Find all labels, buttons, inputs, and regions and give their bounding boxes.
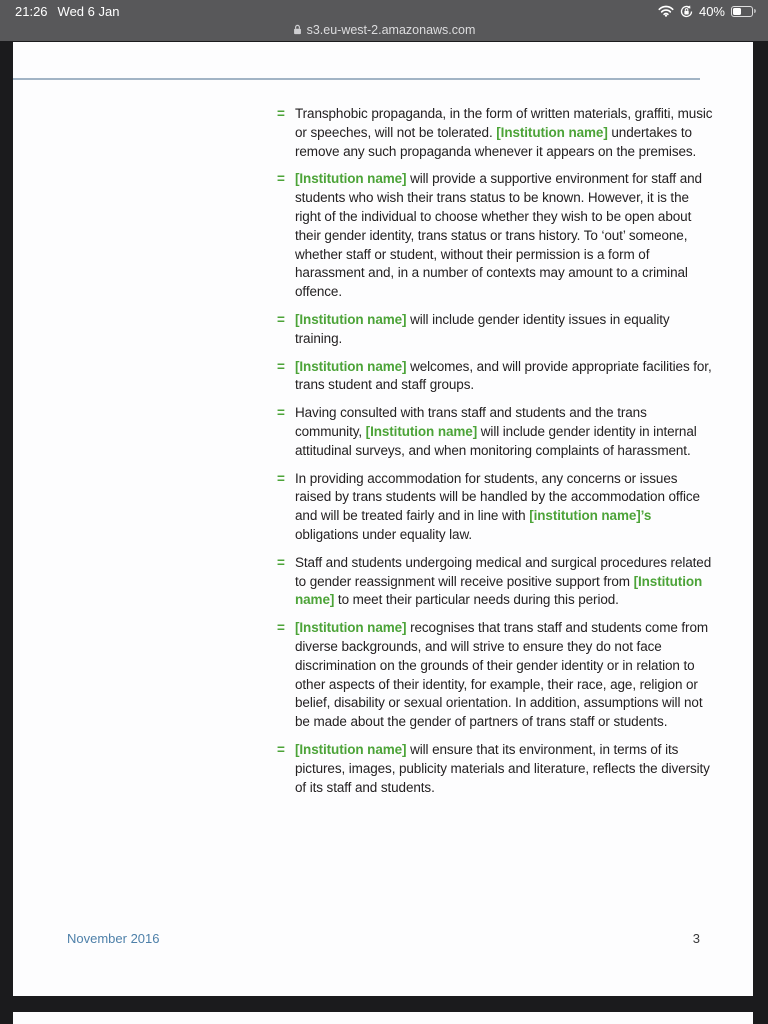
date: Wed 6 Jan (57, 3, 120, 19)
institution-name-placeholder: [Institution name] (295, 741, 407, 757)
page-footer (67, 931, 700, 946)
bullet-marker: = (277, 171, 285, 187)
policy-bullet-list (277, 105, 715, 806)
footer-date: November 2016 (67, 931, 160, 946)
institution-name-placeholder: [Institution name] (295, 573, 703, 608)
url-bar[interactable] (0, 19, 768, 40)
battery-percent: 40% (698, 3, 725, 19)
bullet-marker: = (277, 358, 285, 374)
bullet-text: [Institution name] welcomes, and will provide appropriate facilities for, trans student and staff groups. (295, 358, 712, 393)
list-item (277, 554, 715, 610)
bullet-text: Staff and students undergoing medical and surgical procedures related to gender reassignment will receive positive support from [Institution name] to meet their particular needs during this period. (295, 554, 712, 608)
wifi-icon (658, 5, 674, 17)
clock: 21:26 (15, 3, 48, 19)
bullet-marker: = (277, 470, 285, 486)
list-item (277, 470, 715, 545)
list-item (277, 404, 715, 460)
list-item (277, 170, 715, 302)
lock-icon (293, 24, 302, 35)
institution-name-placeholder: [Institution name] (295, 358, 407, 374)
institution-name-placeholder: [Institution name] (295, 171, 407, 187)
bullet-text: [Institution name] will ensure that its environment, in terms of its pictures, images, publicity materials and literature, reflects the diversity of its staff and students. (295, 741, 710, 795)
list-item (277, 619, 715, 732)
list-item (277, 311, 715, 349)
bullet-text: In providing accommodation for students, any concerns or issues raised by trans students will be handled by the accommodation office and will be treated fairly and in line with [institution name]’s obligations under equality law. (295, 470, 700, 542)
bullet-marker: = (277, 554, 285, 570)
page-number: 3 (692, 931, 700, 946)
orientation-lock-icon (680, 5, 693, 18)
list-item (277, 741, 715, 797)
institution-name-placeholder: [Institution name] (295, 311, 407, 327)
bullet-text: [Institution name] will provide a supportive environment for staff and students who wish their trans status to be known. However, it is the right of the individual to choose whether they wish to be open about their gender identity, trans status or trans history. To ‘out’ someone, whether staff or student, without their permission is a form of harassment and, in a number of contexts may amount to a criminal offence. (295, 171, 702, 300)
bullet-marker: = (277, 405, 285, 421)
bullet-text: [Institution name] will include gender identity issues in equality training. (295, 311, 670, 346)
url-domain: s3.eu-west-2.amazonaws.com (306, 22, 476, 37)
institution-name-placeholder: [institution name]’s (529, 508, 652, 524)
list-item (277, 358, 715, 396)
battery-icon (731, 6, 756, 17)
bullet-text: Having consulted with trans staff and students and the trans community, [Institution name] will include gender identity in internal attitudinal surveys, and when monitoring complaints of harassment. (295, 405, 697, 458)
status-bar (0, 0, 768, 41)
header-rule (13, 78, 700, 80)
pdf-page (13, 42, 753, 996)
bullet-marker: = (277, 106, 285, 121)
bullet-text: Transphobic propaganda, in the form of written materials, graffiti, music or speeches, will not be tolerated. [Institution name] undertakes to remove any such propaganda whenever it appears on the premises. (295, 106, 713, 159)
institution-name-placeholder: [Institution name] (295, 620, 407, 636)
bullet-marker: = (277, 741, 285, 757)
pdf-viewport[interactable] (0, 41, 768, 1024)
bullet-marker: = (277, 620, 285, 636)
institution-name-placeholder: [Institution name] (365, 423, 478, 439)
bullet-marker: = (277, 311, 285, 327)
next-pdf-page (13, 1012, 753, 1024)
bullet-text: [Institution name] recognises that trans staff and students come from diverse backgrounds, and will strive to ensure they do not face discrimination on the grounds of their gender identity or in relation to other aspects of their identity, for example, their race, age, religion or belief, disability or sexual orientation. In addition, assumptions will not be made about the gender of partners of trans staff or students. (295, 620, 709, 730)
institution-name-placeholder: [Institution name] (496, 124, 608, 140)
list-item (277, 105, 715, 161)
